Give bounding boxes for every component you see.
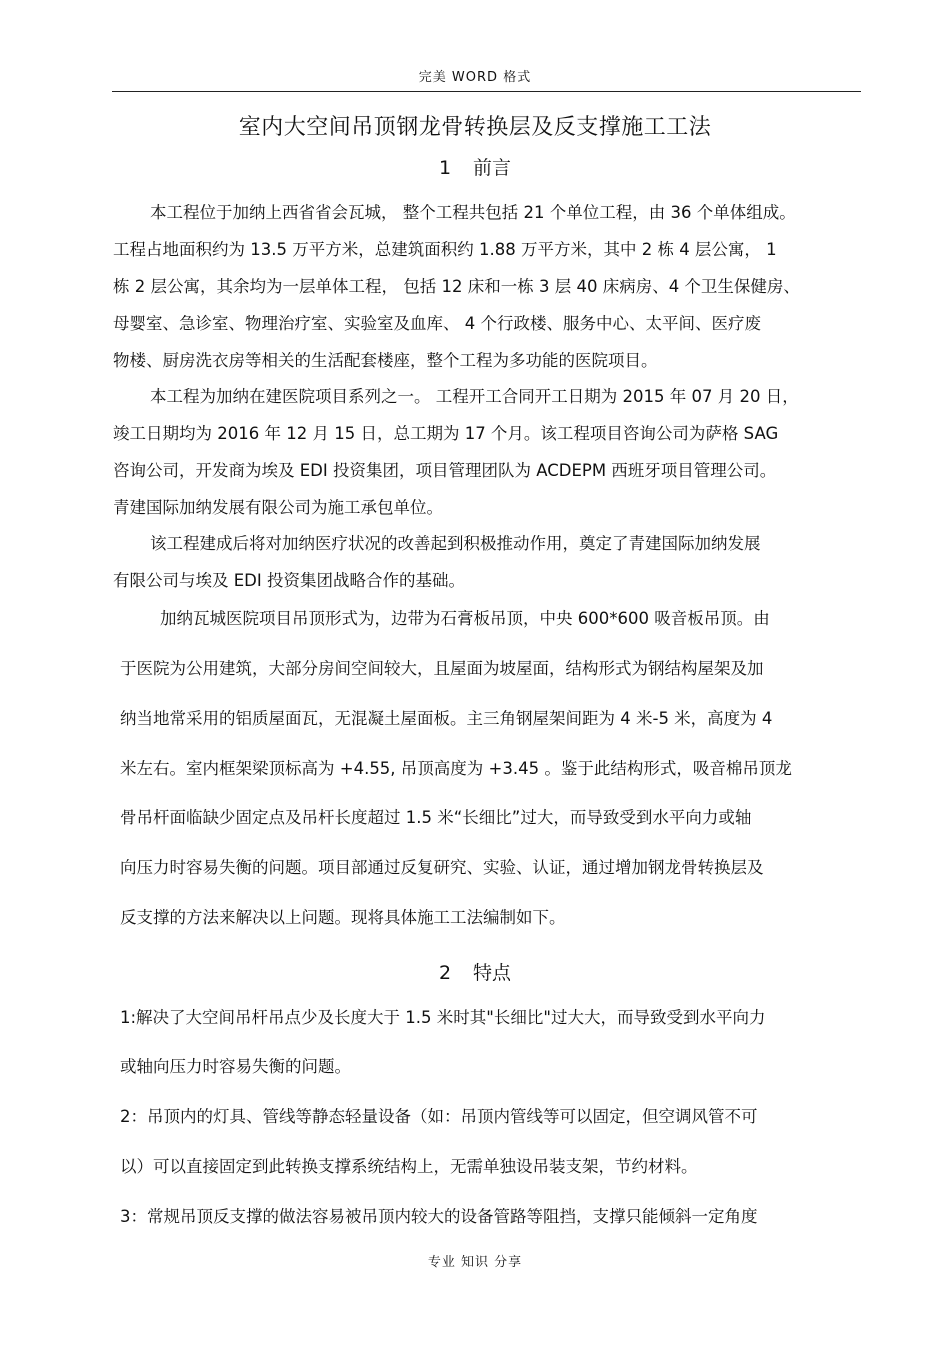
page-header: 完美 WORD 格式 bbox=[418, 70, 532, 85]
feature-line: 3：常规吊顶反支撑的做法容易被吊顶内较大的设备管路等阻挡，支撑只能倾斜一定角度 bbox=[120, 1207, 758, 1226]
paragraph-line: 工程占地面积约为 13.5 万平方米，总建筑面积约 1.88 万平方米，其中 2 栋 4 层公寓， 1 bbox=[113, 240, 777, 259]
paragraph-line: 加纳瓦城医院项目吊顶形式为，边带为石膏板吊顶，中央 600*600 吸音板吊顶。由 bbox=[160, 609, 770, 628]
paragraph-line: 物楼、厨房洗衣房等相关的生活配套楼座，整个工程为多功能的医院项目。 bbox=[113, 351, 658, 370]
section-heading-preface bbox=[0, 153, 950, 180]
paragraph-line: 竣工日期均为 2016 年 12 月 15 日，总工期为 17 个月。该工程项目咨询公司为萨格 SAG bbox=[113, 424, 779, 443]
page-footer: 专业 知识 分享 bbox=[427, 1255, 523, 1270]
paragraph-line: 米左右。室内框架梁顶标高为 +4.55, 吊顶高度为 +3.45 。鉴于此结构形式，吸音棉吊顶龙 bbox=[120, 759, 792, 778]
paragraph-line: 母婴室、急诊室、物理治疗室、实验室及血库、 4 个行政楼、服务中心、太平间、医疗废 bbox=[113, 314, 761, 333]
section-heading-features bbox=[0, 958, 950, 985]
document-title: 室内大空间吊顶钢龙骨转换层及反支撑施工工法 bbox=[238, 115, 712, 140]
paragraph-line: 有限公司与埃及 EDI 投资集团战略合作的基础。 bbox=[113, 571, 465, 590]
paragraph-line: 咨询公司，开发商为埃及 EDI 投资集团，项目管理团队为 ACDEPM 西班牙项目管理公司。 bbox=[113, 461, 777, 480]
paragraph-line: 纳当地常采用的铝质屋面瓦，无混凝土屋面板。主三角钢屋架间距为 4 米-5 米，高度为 4 bbox=[120, 709, 773, 728]
paragraph-line: 栋 2 层公寓，其余均为一层单体工程， 包括 12 床和一栋 3 层 40 床病房、4 个卫生保健房、 bbox=[113, 277, 800, 296]
paragraph-line: 青建国际加纳发展有限公司为施工承包单位。 bbox=[113, 498, 443, 517]
paragraph-line: 本工程为加纳在建医院项目系列之一。 工程开工合同开工日期为 2015 年 07 月 20 日， bbox=[150, 387, 799, 406]
paragraph-line: 本工程位于加纳上西省省会瓦城， 整个工程共包括 21 个单位工程，由 36 个单体组成。 bbox=[150, 203, 796, 222]
header-divider bbox=[112, 91, 861, 92]
paragraph-line: 该工程建成后将对加纳医疗状况的改善起到积极推动作用，奠定了青建国际加纳发展 bbox=[150, 534, 761, 553]
paragraph-line: 于医院为公用建筑，大部分房间空间较大，且屋面为坡屋面，结构形式为钢结构屋架及加 bbox=[120, 659, 764, 678]
feature-line: 2：吊顶内的灯具、管线等静态轻量设备（如：吊顶内管线等可以固定，但空调风管不可 bbox=[120, 1107, 758, 1126]
feature-line: 以）可以直接固定到此转换支撑系统结构上，无需单独设吊装支架，节约材料。 bbox=[120, 1157, 698, 1176]
paragraph-line: 骨吊杆面临缺少固定点及吊杆长度超过 1.5 米“长细比”过大，而导致受到水平向力或轴 bbox=[120, 808, 752, 827]
section-heading-text: 特点 bbox=[473, 962, 512, 984]
paragraph-line: 向压力时容易失衡的问题。项目部通过反复研究、实验、认证，通过增加钢龙骨转换层及 bbox=[120, 858, 764, 877]
section-number: 1 bbox=[438, 157, 452, 179]
paragraph-line: 反支撑的方法来解决以上问题。现将具体施工工法编制如下。 bbox=[120, 908, 566, 927]
section-number: 2 bbox=[438, 962, 452, 984]
feature-line: 1:解决了大空间吊杆吊点少及长度大于 1.5 米时其"长细比"过大大，而导致受到水平向力 bbox=[120, 1008, 766, 1027]
feature-line: 或轴向压力时容易失衡的问题。 bbox=[120, 1057, 351, 1076]
section-heading-text: 前言 bbox=[473, 157, 512, 179]
